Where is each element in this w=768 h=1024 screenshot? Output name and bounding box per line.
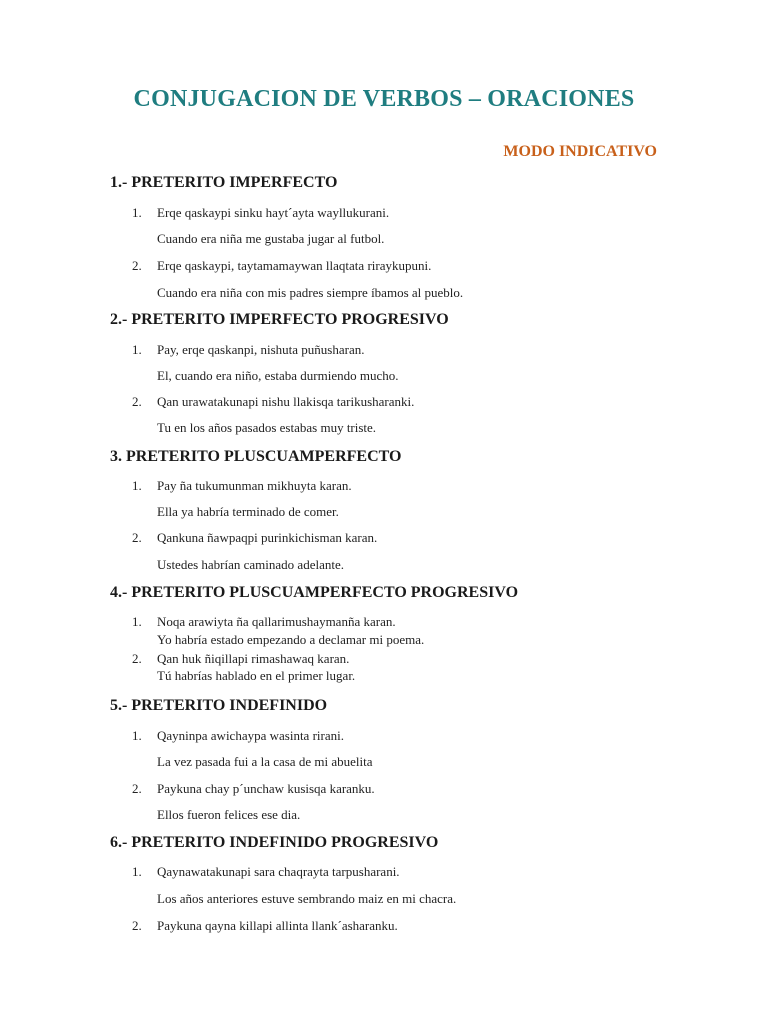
- spanish-translation: Los años anteriores estuve sembrando maiz en mi chacra.: [157, 891, 457, 906]
- spanish-translation: Tu en los años pasados estabas muy triste.: [157, 420, 377, 435]
- item-number: 1.: [132, 614, 142, 629]
- item-number: 2.: [132, 781, 142, 796]
- quechua-sentence: Paykuna qayna killapi allinta llank´asharanku.: [157, 918, 398, 933]
- item-number: 2.: [132, 530, 142, 545]
- item-number: 1.: [132, 728, 142, 743]
- quechua-sentence: Qankuna ñawpaqpi purinkichisman karan.: [157, 530, 378, 545]
- page-title: CONJUGACION DE VERBOS – ORACIONES: [133, 86, 635, 112]
- item-number: 2.: [132, 258, 142, 273]
- quechua-sentence: Qayninpa awichaypa wasinta rirani.: [157, 728, 344, 743]
- spanish-translation: Ellos fueron felices ese dia.: [157, 807, 301, 822]
- section-heading: 4.- PRETERITO PLUSCUAMPERFECTO PROGRESIVO: [110, 584, 519, 601]
- spanish-translation: Tú habrías hablado en el primer lugar.: [157, 668, 356, 683]
- quechua-sentence: Qan urawatakunapi nishu llakisqa tarikusharanki.: [157, 394, 415, 409]
- item-number: 2.: [132, 918, 142, 933]
- spanish-translation: Ella ya habría terminado de comer.: [157, 504, 339, 519]
- quechua-sentence: Pay ña tukumunman mikhuyta karan.: [157, 478, 352, 493]
- item-number: 2.: [132, 394, 142, 409]
- section-heading: 5.- PRETERITO INDEFINIDO: [110, 697, 328, 714]
- item-number: 1.: [132, 478, 142, 493]
- item-number: 1.: [132, 342, 142, 357]
- item-number: 1.: [132, 864, 142, 879]
- quechua-sentence: Paykuna chay p´unchaw kusisqa karanku.: [157, 781, 375, 796]
- spanish-translation: Yo habría estado empezando a declamar mi poema.: [157, 632, 425, 647]
- quechua-sentence: Pay, erqe qaskanpi, nishuta puñusharan.: [157, 342, 365, 357]
- spanish-translation: Cuando era niña con mis padres siempre íbamos al pueblo.: [157, 285, 464, 300]
- quechua-sentence: Erqe qaskaypi sinku hayt´ayta wayllukurani.: [157, 205, 390, 220]
- section-heading: 6.- PRETERITO INDEFINIDO PROGRESIVO: [110, 834, 439, 851]
- section-heading: 1.- PRETERITO IMPERFECTO: [110, 174, 338, 191]
- quechua-sentence: Erqe qaskaypi, taytamamaywan llaqtata riraykupuni.: [157, 258, 432, 273]
- spanish-translation: La vez pasada fui a la casa de mi abuelita: [157, 754, 373, 769]
- spanish-translation: Ustedes habrían caminado adelante.: [157, 557, 344, 572]
- section-heading: 3. PRETERITO PLUSCUAMPERFECTO: [110, 448, 402, 465]
- item-number: 1.: [132, 205, 142, 220]
- section-heading: 2.- PRETERITO IMPERFECTO PROGRESIVO: [110, 311, 449, 328]
- quechua-sentence: Noqa arawiyta ña qallarimushaymanña karan.: [157, 614, 396, 629]
- spanish-translation: Cuando era niña me gustaba jugar al futbol.: [157, 231, 385, 246]
- item-number: 2.: [132, 651, 142, 666]
- quechua-sentence: Qan huk ñiqillapi rimashawaq karan.: [157, 651, 350, 666]
- page-subtitle: MODO INDICATIVO: [503, 143, 657, 160]
- spanish-translation: El, cuando era niño, estaba durmiendo mucho.: [157, 368, 399, 383]
- quechua-sentence: Qaynawatakunapi sara chaqrayta tarpusharani.: [157, 864, 400, 879]
